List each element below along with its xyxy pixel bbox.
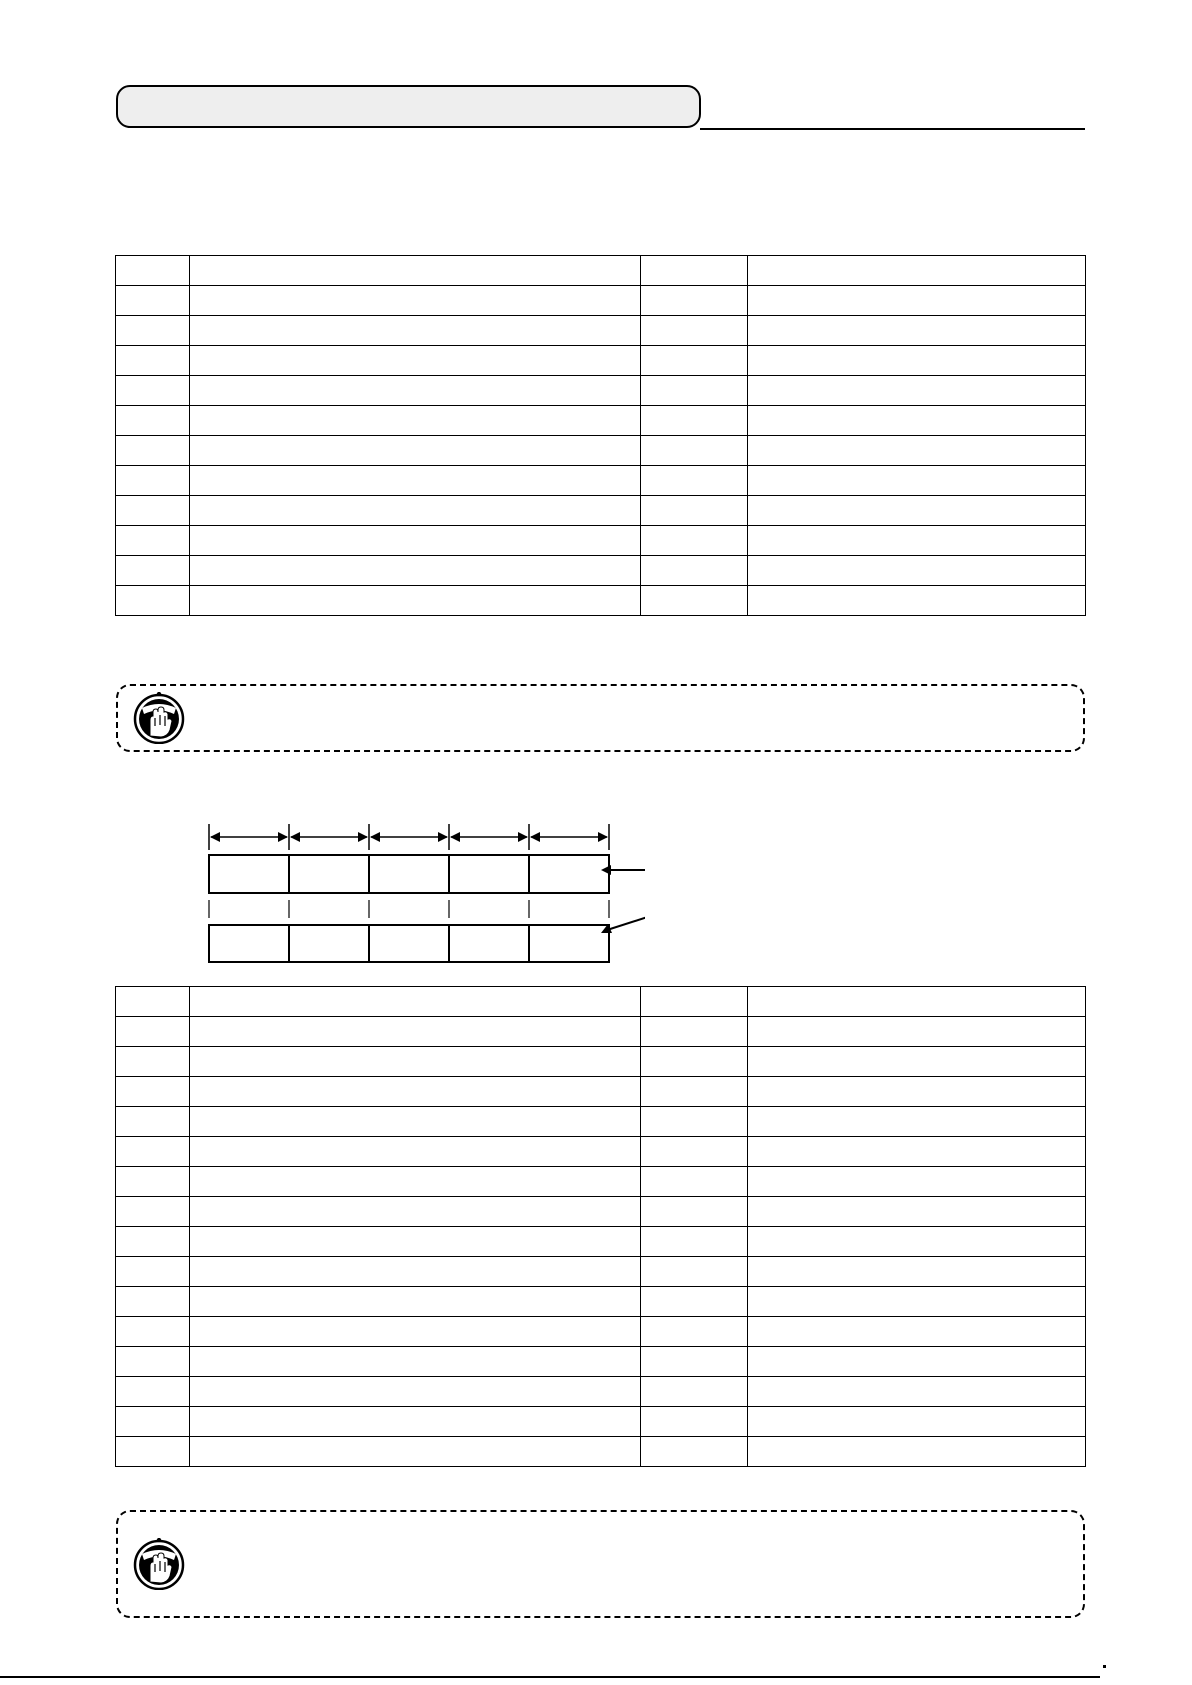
table-cell <box>116 1017 190 1047</box>
segment-diagram <box>195 818 645 983</box>
table-cell <box>190 406 641 436</box>
table-cell <box>748 1317 1086 1347</box>
table-cell <box>641 1287 748 1317</box>
caution-hand-icon <box>133 692 185 744</box>
table-row <box>116 586 1086 616</box>
table-cell <box>190 1197 641 1227</box>
table-cell <box>641 1137 748 1167</box>
table-cell <box>190 436 641 466</box>
table-cell <box>190 556 641 586</box>
table-cell <box>748 1257 1086 1287</box>
table-row <box>116 1257 1086 1287</box>
lower-segment <box>289 925 369 962</box>
table-cell <box>116 1287 190 1317</box>
table-cell <box>116 1347 190 1377</box>
table-cell <box>190 316 641 346</box>
table-cell <box>116 466 190 496</box>
segment-divider-ticks <box>209 900 609 918</box>
table-row <box>116 1167 1086 1197</box>
table-cell <box>641 466 748 496</box>
table-cell <box>641 1257 748 1287</box>
caution-hand-icon <box>133 1538 185 1590</box>
table-cell <box>748 1197 1086 1227</box>
table-cell <box>190 1317 641 1347</box>
table-cell <box>641 526 748 556</box>
table-cell <box>116 556 190 586</box>
table-cell <box>748 1227 1086 1257</box>
table-cell <box>748 256 1086 286</box>
table-row <box>116 346 1086 376</box>
table-cell <box>116 586 190 616</box>
table-cell <box>190 1047 641 1077</box>
table-cell <box>190 586 641 616</box>
table-cell <box>190 1257 641 1287</box>
table-cell <box>190 1017 641 1047</box>
table-cell <box>748 1017 1086 1047</box>
table-row <box>116 1047 1086 1077</box>
table-cell <box>748 1047 1086 1077</box>
upper-segment <box>449 855 529 893</box>
table-row <box>116 376 1086 406</box>
dimension-arrowhead-left <box>450 832 460 842</box>
section-title-rule <box>700 128 1085 130</box>
table-row <box>116 256 1086 286</box>
table-cell <box>748 526 1086 556</box>
table-cell <box>190 286 641 316</box>
dimension-arrowhead-right <box>358 832 368 842</box>
table-cell <box>641 1107 748 1137</box>
table-cell <box>190 1227 641 1257</box>
table-cell <box>641 586 748 616</box>
table-cell <box>748 316 1086 346</box>
table-row <box>116 1077 1086 1107</box>
lower-segment <box>449 925 529 962</box>
table-row <box>116 436 1086 466</box>
dimension-arrowhead-right <box>518 832 528 842</box>
table-cell <box>116 316 190 346</box>
table-cell <box>190 466 641 496</box>
table-cell <box>116 1167 190 1197</box>
table-row <box>116 1227 1086 1257</box>
specification-table-2-body <box>116 987 1086 1467</box>
table-row <box>116 526 1086 556</box>
dimension-arrowhead-left <box>530 832 540 842</box>
table-cell <box>641 1227 748 1257</box>
table-row <box>116 1017 1086 1047</box>
table-cell <box>190 376 641 406</box>
table-cell <box>190 1347 641 1377</box>
table-cell <box>190 1407 641 1437</box>
dimension-arrows <box>209 824 609 850</box>
table-cell <box>748 436 1086 466</box>
specification-table-1-body <box>116 256 1086 616</box>
page-corner-mark <box>1103 1665 1106 1668</box>
table-row <box>116 286 1086 316</box>
upper-segment <box>529 855 609 893</box>
table-cell <box>116 406 190 436</box>
table-cell <box>748 496 1086 526</box>
table-row <box>116 1347 1086 1377</box>
table-cell <box>641 1437 748 1467</box>
table-cell <box>641 1167 748 1197</box>
caution-box-1 <box>116 684 1085 752</box>
table-cell <box>116 1227 190 1257</box>
table-cell <box>641 316 748 346</box>
table-cell <box>116 1257 190 1287</box>
table-cell <box>116 436 190 466</box>
table-cell <box>748 1137 1086 1167</box>
table-cell <box>641 346 748 376</box>
table-cell <box>641 1347 748 1377</box>
table-cell <box>116 1137 190 1167</box>
table-cell <box>748 586 1086 616</box>
table-cell <box>748 1077 1086 1107</box>
table-cell <box>748 1347 1086 1377</box>
table-row <box>116 1137 1086 1167</box>
table-row <box>116 556 1086 586</box>
table-row <box>116 1317 1086 1347</box>
table-cell <box>641 1377 748 1407</box>
table-cell <box>641 1077 748 1107</box>
lower-pointer-arrow <box>607 914 645 930</box>
table-cell <box>641 1047 748 1077</box>
table-row <box>116 496 1086 526</box>
table-row <box>116 406 1086 436</box>
table-cell <box>116 256 190 286</box>
table-cell <box>641 496 748 526</box>
table-cell <box>748 1407 1086 1437</box>
table-cell <box>116 526 190 556</box>
caution-box-2 <box>116 1510 1085 1618</box>
table-row <box>116 1437 1086 1467</box>
dimension-arrowhead-right <box>598 832 608 842</box>
lower-segment <box>529 925 609 962</box>
table-cell <box>748 406 1086 436</box>
table-cell <box>190 1107 641 1137</box>
table-row <box>116 987 1086 1017</box>
table-cell <box>748 376 1086 406</box>
table-cell <box>190 256 641 286</box>
table-cell <box>190 987 641 1017</box>
table-cell <box>748 1167 1086 1197</box>
table-cell <box>641 987 748 1017</box>
table-row <box>116 1377 1086 1407</box>
table-cell <box>748 1437 1086 1467</box>
table-cell <box>190 1437 641 1467</box>
table-cell <box>748 466 1086 496</box>
table-cell <box>116 1377 190 1407</box>
lower-segment-strip <box>209 925 609 962</box>
table-cell <box>190 1137 641 1167</box>
table-cell <box>190 1377 641 1407</box>
table-cell <box>190 526 641 556</box>
table-cell <box>748 1287 1086 1317</box>
table-cell <box>641 1317 748 1347</box>
table-cell <box>116 1197 190 1227</box>
table-cell <box>641 256 748 286</box>
table-cell <box>116 1317 190 1347</box>
upper-segment <box>289 855 369 893</box>
table-cell <box>748 987 1086 1017</box>
table-row <box>116 1407 1086 1437</box>
table-cell <box>748 556 1086 586</box>
table-cell <box>641 1197 748 1227</box>
table-cell <box>641 406 748 436</box>
table-cell <box>116 1437 190 1467</box>
table-cell <box>641 376 748 406</box>
table-cell <box>116 1407 190 1437</box>
table-cell <box>748 1377 1086 1407</box>
dimension-arrowhead-left <box>290 832 300 842</box>
table-row <box>116 1107 1086 1137</box>
table-cell <box>641 1407 748 1437</box>
upper-segment-strip <box>209 855 609 893</box>
dimension-arrowhead-left <box>370 832 380 842</box>
table-cell <box>116 1047 190 1077</box>
table-cell <box>116 346 190 376</box>
specification-table-1 <box>115 255 1086 616</box>
table-cell <box>190 1167 641 1197</box>
table-row <box>116 1197 1086 1227</box>
lower-segment <box>369 925 449 962</box>
table-cell <box>641 556 748 586</box>
dimension-arrowhead-right <box>438 832 448 842</box>
dimension-arrowhead-left <box>210 832 220 842</box>
table-cell <box>116 987 190 1017</box>
section-title-box <box>116 85 701 128</box>
table-cell <box>748 1107 1086 1137</box>
table-cell <box>641 286 748 316</box>
table-cell <box>116 1107 190 1137</box>
table-cell <box>748 286 1086 316</box>
table-cell <box>748 346 1086 376</box>
table-cell <box>116 496 190 526</box>
table-cell <box>116 286 190 316</box>
lower-segment <box>209 925 289 962</box>
upper-segment <box>369 855 449 893</box>
dimension-arrowhead-right <box>278 832 288 842</box>
table-row <box>116 466 1086 496</box>
table-cell <box>190 1077 641 1107</box>
upper-segment <box>209 855 289 893</box>
specification-table-2 <box>115 986 1086 1467</box>
table-cell <box>641 436 748 466</box>
table-cell <box>190 1287 641 1317</box>
table-cell <box>116 376 190 406</box>
table-cell <box>116 1077 190 1107</box>
table-cell <box>641 1017 748 1047</box>
table-cell <box>190 346 641 376</box>
table-row <box>116 1287 1086 1317</box>
table-row <box>116 316 1086 346</box>
table-cell <box>190 496 641 526</box>
page-footer-rule <box>0 1676 1100 1678</box>
